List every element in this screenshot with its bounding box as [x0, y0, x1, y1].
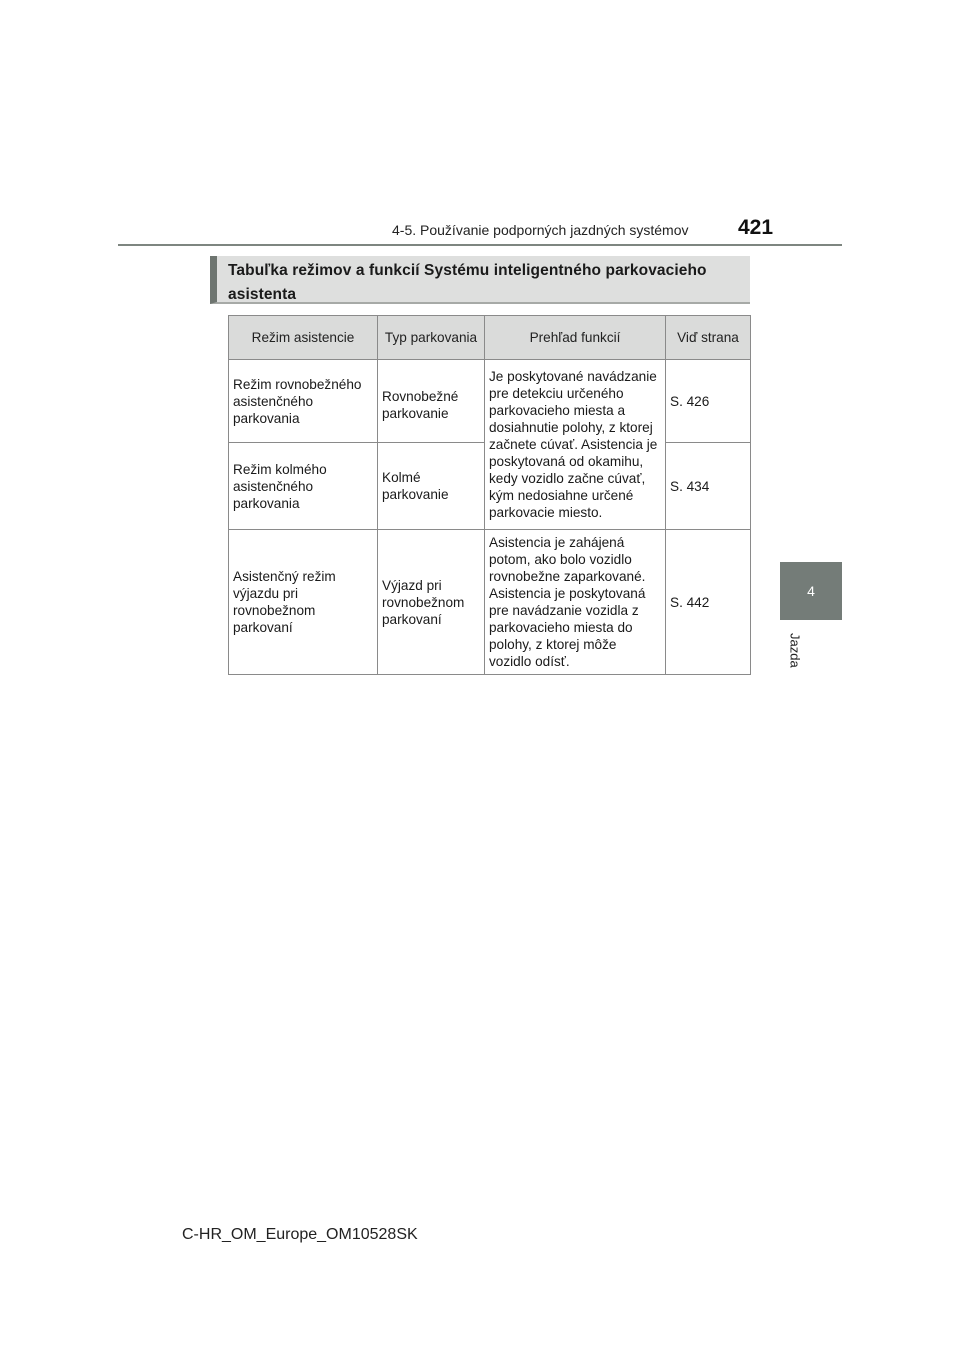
cell-page-reference: S. 434 [666, 443, 751, 530]
cell-type: Výjazd pri rovnobežnom parkovaní [378, 530, 485, 675]
cell-type: Kolmé parkovanie [378, 443, 485, 530]
chapter-tab[interactable] [780, 562, 842, 620]
cell-mode: Režim kolmého asistenčného parkovania [229, 443, 378, 530]
cell-overview-shared: Je poskytované navádzanie pre detekciu určeného parkovacieho miesta a dosiahnutie polohy, z ktorej začnete cúvať. Asistencia je poskytovaná od okamihu, kedy vozidlo začne cúvať, kým nedosiahne určené parkovacie miesto. [485, 360, 666, 530]
cell-overview: Asistencia je zahájená potom, ako bolo vozidlo rovnobežne zaparkované. Asistencia je poskytovaná pre navádzanie vozidla z parkovacieho miesta do polohy, z ktorej môže vozidlo odísť. [485, 530, 666, 675]
document-code: C-HR_OM_Europe_OM10528SK [182, 1226, 418, 1243]
cell-page-reference: S. 442 [666, 530, 751, 675]
table-row [229, 360, 751, 443]
table-row [229, 530, 751, 675]
column-header-page: Viď strana [666, 316, 751, 360]
page-number: 421 [738, 216, 774, 239]
column-header-mode: Režim asistencie [229, 316, 378, 360]
cell-type: Rovnobežné parkovanie [378, 360, 485, 443]
section-heading: Tabuľka režimov a funkcií Systému inteligentného parkovacieho asistenta [210, 256, 750, 304]
table-header-row [229, 316, 751, 360]
chapter-label: Jazda [787, 632, 803, 668]
chapter-number: 4 [807, 583, 815, 599]
running-header-section: 4-5. Používanie podporných jazdných systémov [392, 222, 689, 238]
cell-mode: Režim rovnobežného asistenčného parkovania [229, 360, 378, 443]
cell-mode: Asistenčný režim výjazdu pri rovnobežnom parkovaní [229, 530, 378, 675]
header-divider [118, 244, 842, 246]
modes-table [228, 315, 751, 675]
cell-page-reference: S. 426 [666, 360, 751, 443]
column-header-overview: Prehľad funkcií [485, 316, 666, 360]
column-header-type: Typ parkovania [378, 316, 485, 360]
